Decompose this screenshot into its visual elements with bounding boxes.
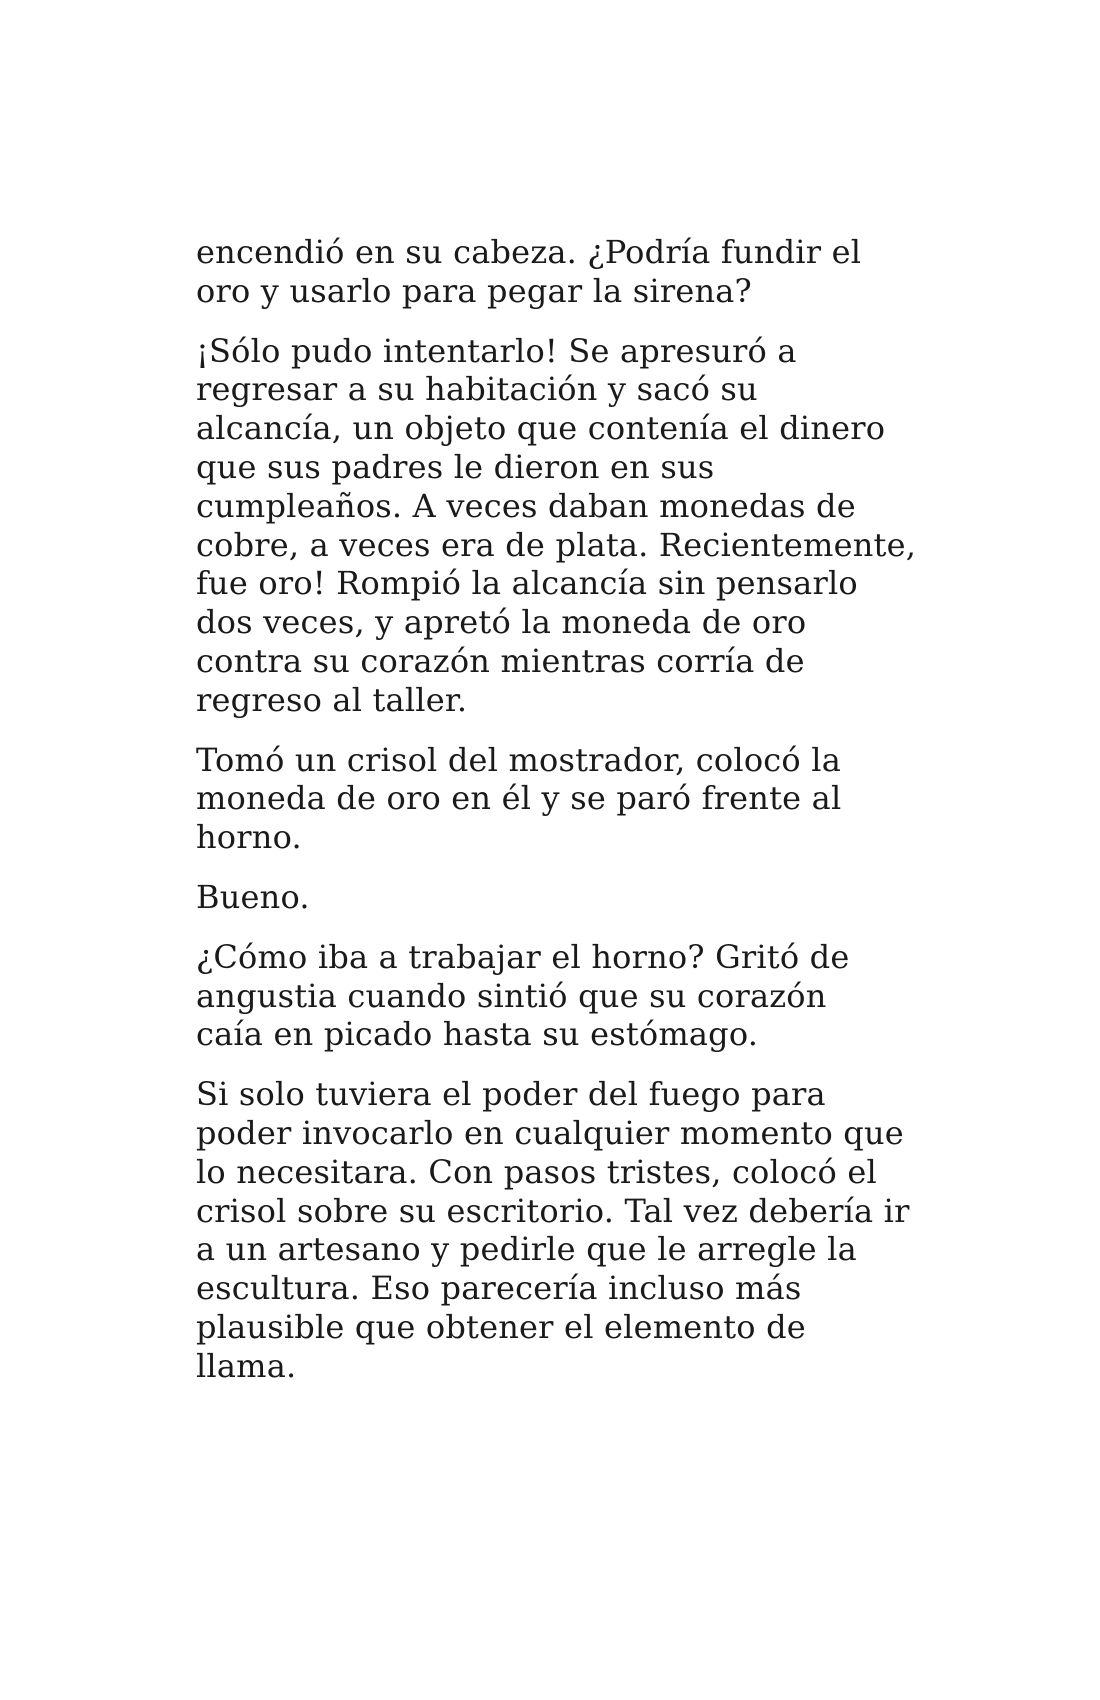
text-line: Bueno. <box>196 877 310 916</box>
paragraph-3 <box>196 741 916 857</box>
text-line: lo necesitara. Con pasos tristes, colocó el <box>196 1152 877 1191</box>
paragraph-2 <box>196 332 916 720</box>
text-line: regresar a su habitación y sacó su <box>196 370 758 409</box>
text-line: Si solo tuviera el poder del fuego para <box>196 1075 826 1114</box>
text-line: llama. <box>196 1346 297 1385</box>
text-line: poder invocarlo en cualquier momento que <box>196 1113 904 1152</box>
text-line: Tomó un crisol del mostrador, colocó la <box>196 740 841 779</box>
text-line: regreso al taller. <box>196 680 468 719</box>
paragraph-4 <box>196 878 916 917</box>
text-line: plausible que obtener el elemento de <box>196 1307 806 1346</box>
text-line: ¿Cómo iba a trabajar el horno? Gritó de <box>196 937 850 976</box>
paragraph-1 <box>196 233 916 311</box>
text-line: a un artesano y pedirle que le arregle la <box>196 1230 857 1269</box>
page-text <box>196 233 916 1407</box>
paragraph-5 <box>196 938 916 1054</box>
text-line: cobre, a veces era de plata. Recientemente, <box>196 525 917 564</box>
text-line: encendió en su cabeza. ¿Podría fundir el <box>196 233 862 271</box>
paragraph-6 <box>196 1075 916 1385</box>
text-line: alcancía, un objeto que contenía el dinero <box>196 409 886 448</box>
text-line: moneda de oro en él y se paró frente al <box>196 779 842 818</box>
text-line: ¡Sólo pudo intentarlo! Se apresuró a <box>196 331 797 370</box>
text-line: contra su corazón mientras corría de <box>196 641 805 680</box>
text-line: dos veces, y apretó la moneda de oro <box>196 603 807 642</box>
text-line: cumpleaños. A veces daban monedas de <box>196 486 856 525</box>
text-line: caía en picado hasta su estómago. <box>196 1015 759 1054</box>
text-line: escultura. Eso parecería incluso más <box>196 1269 802 1308</box>
text-line: oro y usarlo para pegar la sirena? <box>196 271 752 310</box>
text-line: angustia cuando sintió que su corazón <box>196 976 827 1015</box>
text-line: que sus padres le dieron en sus <box>196 447 715 486</box>
text-line: crisol sobre su escritorio. Tal vez debería ir <box>196 1191 910 1230</box>
text-line: fue oro! Rompió la alcancía sin pensarlo <box>196 564 858 603</box>
text-line: horno. <box>196 818 302 857</box>
